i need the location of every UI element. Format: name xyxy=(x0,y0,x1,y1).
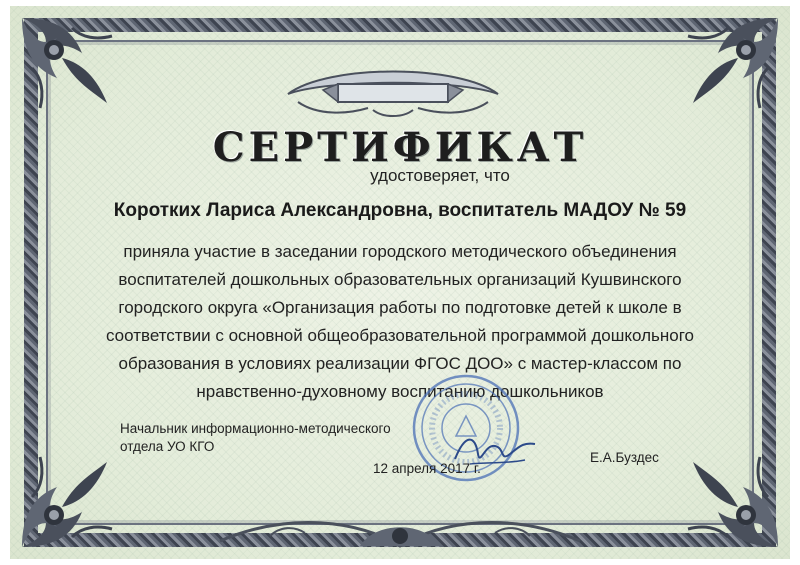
body-line: нравственно-духовному воспитанию дошкольников xyxy=(196,382,604,401)
corner-ornament-icon xyxy=(12,8,122,118)
corner-ornament-icon xyxy=(678,8,788,118)
certificate-subtitle: удостоверяет, что xyxy=(370,166,510,185)
corner-ornament-icon xyxy=(678,447,788,557)
recipient-name: Коротких Лариса Александровна, воспитатель МАДОУ № 59 xyxy=(113,200,687,221)
body-line: образования в условиях реализации ФГОС ДОО» с мастер-классом по xyxy=(118,354,682,373)
corner-ornament-icon xyxy=(12,447,122,557)
body-line: приняла участие в заседании городского методического объединения xyxy=(123,242,677,261)
signatory-name: Е.А.Буздес xyxy=(590,450,659,465)
signatory-position-line: отдела УО КГО xyxy=(120,439,215,454)
certificate-date: 12 апреля 2017 г. xyxy=(373,461,481,476)
body-line: воспитателей дошкольных образовательных организаций Кушвинского xyxy=(118,270,682,289)
certificate-title: СЕРТИФИКАТ xyxy=(212,124,588,171)
signatory-position-line: Начальник информационно-методического xyxy=(120,421,391,436)
signatory-position xyxy=(120,420,391,456)
bottom-ornament-icon xyxy=(210,491,590,555)
body-line: соответствии с основной общеобразовательной программой дошкольного xyxy=(105,326,695,345)
certificate xyxy=(10,6,790,559)
certificate-body xyxy=(60,238,740,406)
ribbon-banner-icon xyxy=(268,54,518,122)
body-line: городского округа «Организация работы по подготовке детей к школе в xyxy=(118,298,682,317)
